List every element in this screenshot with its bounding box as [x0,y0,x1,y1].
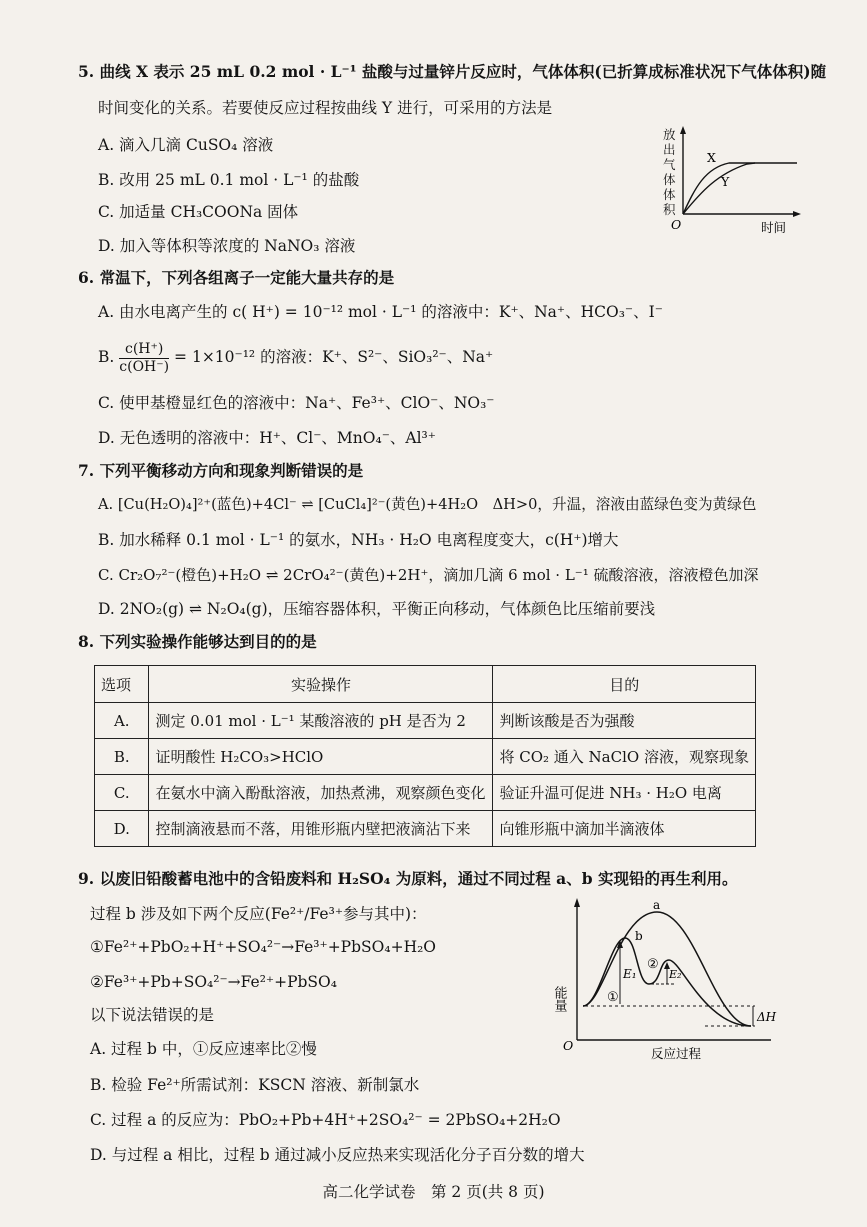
q9-dh-label: ΔH [757,1010,777,1024]
q5-origin-label: O [671,217,682,232]
q5-xlabel: 时间 [761,220,787,235]
q9-ask: 以下说法错误的是 [90,1006,215,1024]
q9-y-axis-arrow [574,898,580,907]
q9-stem: 9. 以废旧铅酸蓄电池中的含铅废料和 H₂SO₄ 为原料，通过不同过程 a、b 实现铅的再生利用。 [78,869,738,888]
q5-y-axis-arrow [680,126,686,134]
q7-stem: 7. 下列平衡移动方向和现象判断错误的是 [78,461,364,480]
table-row [95,775,756,811]
q9-peak-b-label: b [635,929,643,943]
cell-operation: 测定 0.01 mol · L⁻¹ 某酸溶液的 pH 是否为 2 [149,703,493,739]
q7-option-a: A. [Cu(H₂O)₄]²⁺(蓝色)+4Cl⁻ ⇌ [CuCl₄]²⁻(黄色)+4H₂O ΔH>0，升温，溶液由蓝绿色变为黄绿色 [98,496,757,513]
q9-intro: 过程 b 涉及如下两个反应(Fe²⁺/Fe³⁺参与其中)： [90,905,427,923]
cell-operation: 在氨水中滴入酚酞溶液，加热煮沸，观察颜色变化 [149,775,493,811]
q7-option-c: C. Cr₂O₇²⁻(橙色)+H₂O ⇌ 2CrO₄²⁻(黄色)+2H⁺，滴加几滴 6 mol · L⁻¹ 硫酸溶液，溶液橙色加深 [98,566,759,584]
q5-curve-y-label: Y [721,174,730,189]
q5-ylabel-char: 放 [663,127,676,142]
table-row [95,703,756,739]
q6-option-d: D. 无色透明的溶液中：H⁺、Cl⁻、MnO₄⁻、Al³⁺ [98,429,436,447]
q5-volume-time-graph [655,126,805,238]
q5-ylabel-char: 体 [663,187,676,202]
q6-option-b [98,338,493,376]
table-row [95,811,756,847]
q5-ylabel-char: 出 [663,142,676,157]
q9-energy-diagram [551,898,785,1062]
q5-option-c: C. 加适量 CH₃COONa 固体 [98,203,299,221]
q9-e2-label: E₂ [669,968,682,981]
q6-option-b-fraction [119,341,169,376]
cell-purpose: 验证升温可促进 NH₃ · H₂O 电离 [493,775,756,811]
q5-curve-y [683,163,755,214]
q6-option-b-denominator: c(OH⁻) [119,358,170,375]
q9-option-d: D. 与过程 a 相比，过程 b 通过减小反应热来实现活化分子百分数的增大 [90,1146,585,1164]
page-footer: 高二化学试卷 第 2 页(共 8 页) [322,1183,545,1201]
q7-option-d: D. 2NO₂(g) ⇌ N₂O₄(g)，压缩容器体积，平衡正向移动，气体颜色比压缩前要浅 [98,600,656,618]
q5-ylabel-char: 体 [663,172,676,187]
header-operation: 实验操作 [149,666,493,703]
cell-option: A. [95,703,149,739]
q9-option-b: B. 检验 Fe²⁺所需试剂：KSCN 溶液、新制氯水 [90,1076,420,1094]
q9-reaction-2: ②Fe³⁺+Pb+SO₄²⁻→Fe²⁺+PbSO₄ [90,973,337,991]
q6-option-b-prefix: B. [98,348,115,366]
q9-peak-a-label: a [653,898,661,912]
q6-option-c: C. 使甲基橙显红色的溶液中：Na⁺、Fe³⁺、ClO⁻、NO₃⁻ [98,394,495,412]
q5-stem-line1: 5. 曲线 X 表示 25 mL 0.2 mol · L⁻¹ 盐酸与过量锌片反应时，气体体积(已折算成标准状况下气体体积)随 [78,62,827,81]
q5-option-a: A. 滴入几滴 CuSO₄ 溶液 [98,136,274,154]
table-row [95,739,756,775]
q9-reaction-1: ①Fe²⁺+PbO₂+H⁺+SO₄²⁻→Fe³⁺+PbSO₄+H₂O [90,938,437,956]
cell-option: B. [95,739,149,775]
q9-option-c: C. 过程 a 的反应为：PbO₂+Pb+4H⁺+2SO₄²⁻ = 2PbSO₄+2H₂O [90,1111,561,1129]
q5-ylabel-char: 积 [663,202,676,217]
q5-ylabel-char: 气 [663,157,676,172]
q6-option-b-numerator: c(H⁺) [119,341,169,359]
q8-stem: 8. 下列实验操作能够达到目的的是 [78,632,317,651]
header-option: 选项 [95,666,149,703]
q6-option-b-rest: = 1×10⁻¹² 的溶液：K⁺、S²⁻、SiO₃²⁻、Na⁺ [174,348,494,366]
q9-mark-2: ② [647,957,659,972]
q9-e1-label: E₁ [623,967,637,981]
q9-mark-1: ① [607,990,619,1005]
cell-purpose: 判断该酸是否为强酸 [493,703,756,739]
header-purpose: 目的 [493,666,756,703]
cell-operation: 控制滴液悬而不落，用锥形瓶内壁把液滴沾下来 [149,811,493,847]
q5-x-axis-arrow [793,211,801,217]
q9-option-a: A. 过程 b 中，①反应速率比②慢 [90,1040,317,1058]
q5-curve-x-label: X [707,150,716,165]
q5-stem-line2: 时间变化的关系。若要使反应过程按曲线 Y 进行，可采用的方法是 [98,99,553,117]
cell-purpose: 向锥形瓶中滴加半滴液体 [493,811,756,847]
q5-option-d: D. 加入等体积等浓度的 NaNO₃ 溶液 [98,237,356,255]
q9-origin-label: O [563,1038,574,1053]
q6-stem: 6. 常温下，下列各组离子一定能大量共存的是 [78,268,395,287]
table-header-row [95,666,756,703]
q9-ylabel: 能量 [551,986,567,1012]
q5-curve-x [683,163,797,214]
cell-option: D. [95,811,149,847]
q8-table [94,665,756,847]
q7-option-b: B. 加水稀释 0.1 mol · L⁻¹ 的氨水，NH₃ · H₂O 电离程度变大，c(H⁺)增大 [98,531,619,549]
cell-option: C. [95,775,149,811]
q5-option-b: B. 改用 25 mL 0.1 mol · L⁻¹ 的盐酸 [98,171,360,189]
cell-purpose: 将 CO₂ 通入 NaClO 溶液，观察现象 [493,739,756,775]
q9-xlabel: 反应过程 [651,1046,702,1061]
cell-operation: 证明酸性 H₂CO₃>HClO [149,739,493,775]
q6-option-a: A. 由水电离产生的 c( H⁺) = 10⁻¹² mol · L⁻¹ 的溶液中：K⁺、Na⁺、HCO₃⁻、I⁻ [98,303,663,321]
